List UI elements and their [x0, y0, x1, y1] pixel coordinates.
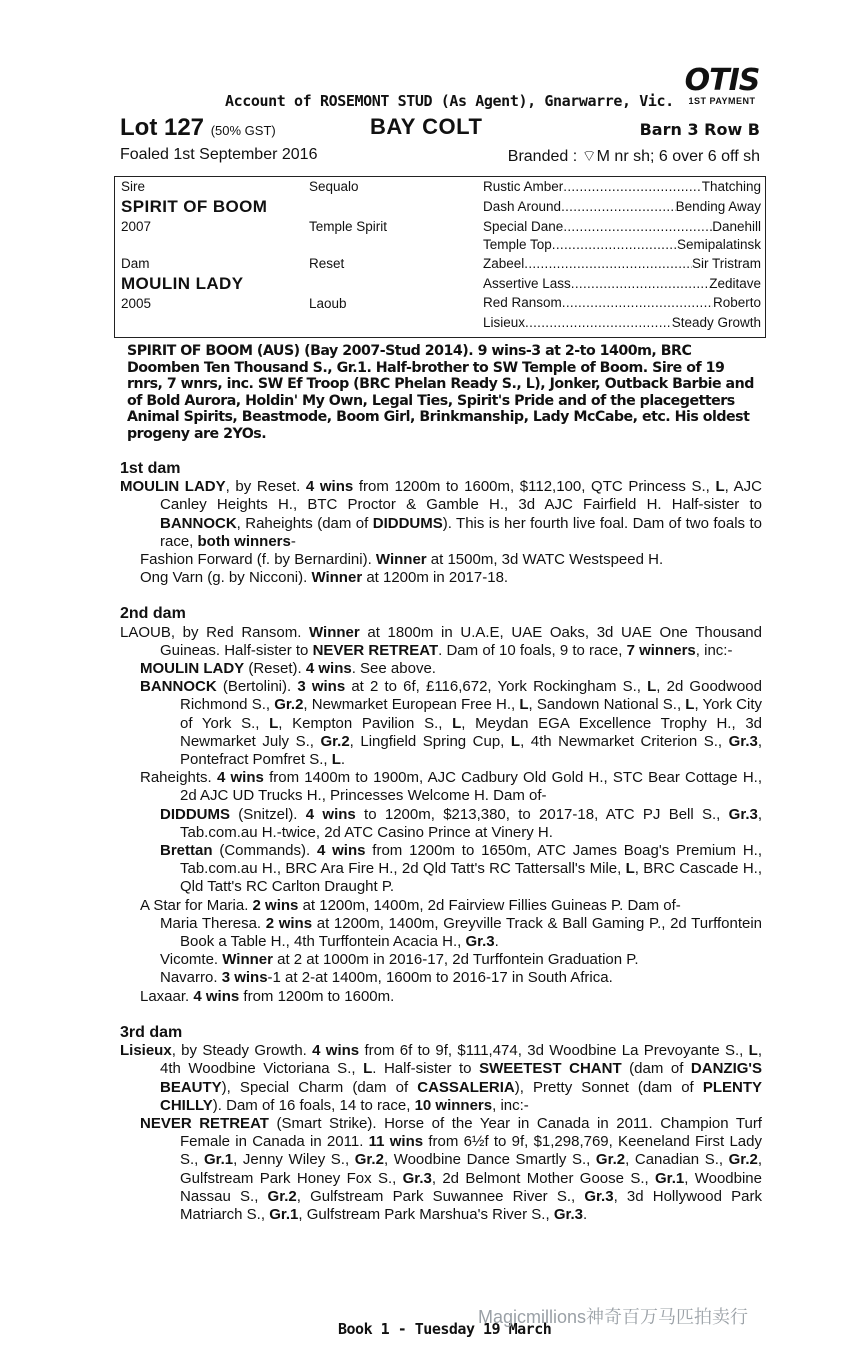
sire-name: SPIRIT OF BOOM [121, 197, 268, 216]
progeny-entry: NEVER RETREAT (Smart Strike). Horse of the Year in Canada in 2011. Champion Turf Female in Canada in 2011. 11 wins from 6½f to 9f, $1,298,769, Keeneland First Lady S., Gr.1, Jenny Wiley S., Gr.2, Woodbine Dance Smartly S., Gr.2, Canadian S., Gr.2, Gulfstream Park Honey Fox S., Gr.3, 2d Belmont Mother Goose S., Gr.1, Woodbine Nassau S., Gr.2, Gulfstream Park Suwannee River S., Gr.3, 3d Hollywood Park Matriarch S., Gr.1, Gulfstream Park Marshua's River S., Gr.3. [140, 1114, 762, 1223]
dam-year: 2005 [121, 296, 152, 311]
ancestor-row: Dash Around ..... Bending Away [483, 199, 761, 214]
second-dam-entry: LAOUB, by Red Ransom. Winner at 1800m in U.A.E, UAE Oaks, 3d UAE One Thousand Guineas. Half-sister to NEVER RETREAT. Dam of 10 foals, 9 to race, 7 winners, inc:- [120, 623, 762, 659]
progeny-entry: Ong Varn (g. by Nicconi). Winner at 1200m in 2017-18. [140, 569, 509, 587]
dam-name: MOULIN LADY [121, 274, 244, 293]
progeny-entry: MOULIN LADY (Reset). 4 wins. See above. [140, 660, 436, 678]
sire-sire: Sequalo [309, 179, 359, 194]
dam-dam: Laoub [309, 296, 347, 311]
progeny-entry: A Star for Maria. 2 wins at 1200m, 1400m, 2d Fairview Fillies Guineas P. Dam of- [140, 896, 681, 914]
brand-marks: Branded : ⌔M nr sh; 6 over 6 off sh [507, 148, 760, 165]
grand-progeny-entry: DIDDUMS (Snitzel). 4 wins to 1200m, $213,380, to 2017-18, ATC PJ Bell S., Gr.3, Tab.com.au H.-twice, 2d ATC Casino Prince at Vinery H. [160, 805, 763, 841]
grand-progeny-entry: Vicomte. Winner at 2 at 1000m in 2016-17, 2d Turffontein Graduation P. [160, 951, 639, 969]
ancestor-row: Rustic Amber ..... Thatching [483, 179, 761, 194]
ancestor-row: Assertive Lass ..... Zeditave [483, 276, 761, 291]
ancestor-row: Zabeel ..... Sir Tristram [483, 256, 761, 271]
sire-summary: SPIRIT OF BOOM (AUS) (Bay 2007-Stud 2014). 9 wins-3 at 2-to 1400m, BRC Doomben Ten Thousand S., Gr.1. Half-brother to SW Temple of Boom. Sire of 19 rnrs, 7 wnrs, inc. SW Ef Troop (BRC Phelan Ready S., L), Jonker, Outback Barbie and of Bold Aurora, Holdin' My Own, Legal Ties, Spirit's Pride and of the placegetters Animal Spirits, Beastmode, Boom Girl, Brinkmanship, Lady McCabe, etc. His oldest progeny are 2YOs. [127, 343, 754, 442]
otis-logo [682, 63, 762, 106]
third-dam-entry: Lisieux, by Steady Growth. 4 wins from 6f to 9f, $111,474, 3d Woodbine La Prevoyante S., L, 4th Woodbine Victoriana S., L. Half-sister to SWEETEST CHANT (dam of DANZIG'S BEAUTY), Special Charm (dam of CASSALERIA), Pretty Sonnet (dam of PLENTY CHILLY). Dam of 16 foals, 14 to race, 10 winners, inc:- [120, 1042, 763, 1114]
sire-dam: Temple Spirit [309, 219, 388, 234]
dam-sire: Reset [309, 256, 345, 271]
logo-subtitle: 1ST PAYMENT [688, 96, 756, 106]
watermark: Magicmillions神奇百万马匹拍卖行 [478, 1307, 749, 1327]
lot-number [120, 114, 276, 142]
third-dam-heading: 3rd dam [120, 1023, 183, 1041]
foaled-date: Foaled 1st September 2016 [120, 146, 318, 163]
ancestor-row: Special Dane ..... Danehill [483, 219, 761, 234]
page-footer: Book 1 - Tuesday 19 March [338, 1320, 552, 1338]
horse-description: BAY COLT [370, 114, 483, 139]
first-dam-heading: 1st dam [120, 460, 181, 477]
progeny-entry: Laxaar. 4 wins from 1200m to 1600m. [140, 987, 395, 1005]
progeny-entry: Fashion Forward (f. by Bernardini). Winner at 1500m, 3d WATC Westspeed H. [140, 551, 664, 569]
progeny-entry: Raheights. 4 wins from 1400m to 1900m, AJC Cadbury Old Gold H., STC Bear Cottage H., 2d AJC UD Trucks H., Princesses Welcome H. Dam of- [140, 769, 762, 805]
vendor-account: Account of ROSEMONT STUD (As Agent), Gnarwarre, Vic. [225, 92, 674, 110]
grand-progeny-entry: Navarro. 3 wins-1 at 2-at 1400m, 1600m to 2016-17 in South Africa. [160, 969, 613, 987]
gst-note: (50% GST) [210, 123, 276, 138]
dam-label: Dam [121, 256, 150, 271]
lot-label: Lot 127 [120, 114, 205, 141]
logo-mark: OTIS [684, 63, 760, 98]
second-dam-heading: 2nd dam [120, 605, 186, 623]
ancestor-row: Lisieux ..... Steady Growth [483, 315, 761, 330]
sire-label: Sire [121, 179, 146, 194]
pedigree-table [114, 176, 766, 338]
barn-location: Barn 3 Row B [639, 120, 760, 139]
ancestor-row: Red Ransom ..... Roberto [483, 295, 761, 310]
grand-progeny-entry: Brettan (Commands). 4 wins from 1200m to 1650m, ATC James Boag's Premium H., Tab.com.au H., BRC Ara Fire H., 2d Qld Tatt's RC Tattersall's Mile, L, BRC Cascade H., Qld Tatt's RC Carlton Draught P. [160, 842, 762, 896]
grand-progeny-entry: Maria Theresa. 2 wins at 1200m, 1400m, Greyville Track & Ball Gaming P., 2d Turffontein Book a Table H., 4th Turffontein Acacia H., Gr.3. [160, 914, 763, 951]
sire-year: 2007 [121, 219, 152, 234]
progeny-entry: BANNOCK (Bertolini). 3 wins at 2 to 6f, £116,672, York Rockingham S., L, 2d Goodwood Richmond S., Gr.2, Newmarket European Free H., L, Sandown National S., L, York City of York S., L, Kempton Pavilion S., L, Meydan EGA Excellence Trophy H., 3d Newmarket July S., Gr.2, Lingfield Spring Cup, L, 4th Newmarket Criterion S., Gr.3, Pontefract Pomfret S., L. [140, 678, 763, 769]
catalogue-body [120, 456, 762, 1224]
first-dam-entry: MOULIN LADY, by Reset. 4 wins from 1200m to 1600m, $112,100, QTC Princess S., L, AJC Canley Heights H., BTC Proctor & Gamble H., 3d AJC Fairfield H. Half-sister to BANNOCK, Raheights (dam of DIDDUMS). This is her fourth live foal. Dam of two foals to race, both winners- [120, 478, 762, 550]
ancestor-row: Temple Top ..... Semipalatinsk [483, 237, 761, 252]
lot-line [120, 114, 760, 142]
